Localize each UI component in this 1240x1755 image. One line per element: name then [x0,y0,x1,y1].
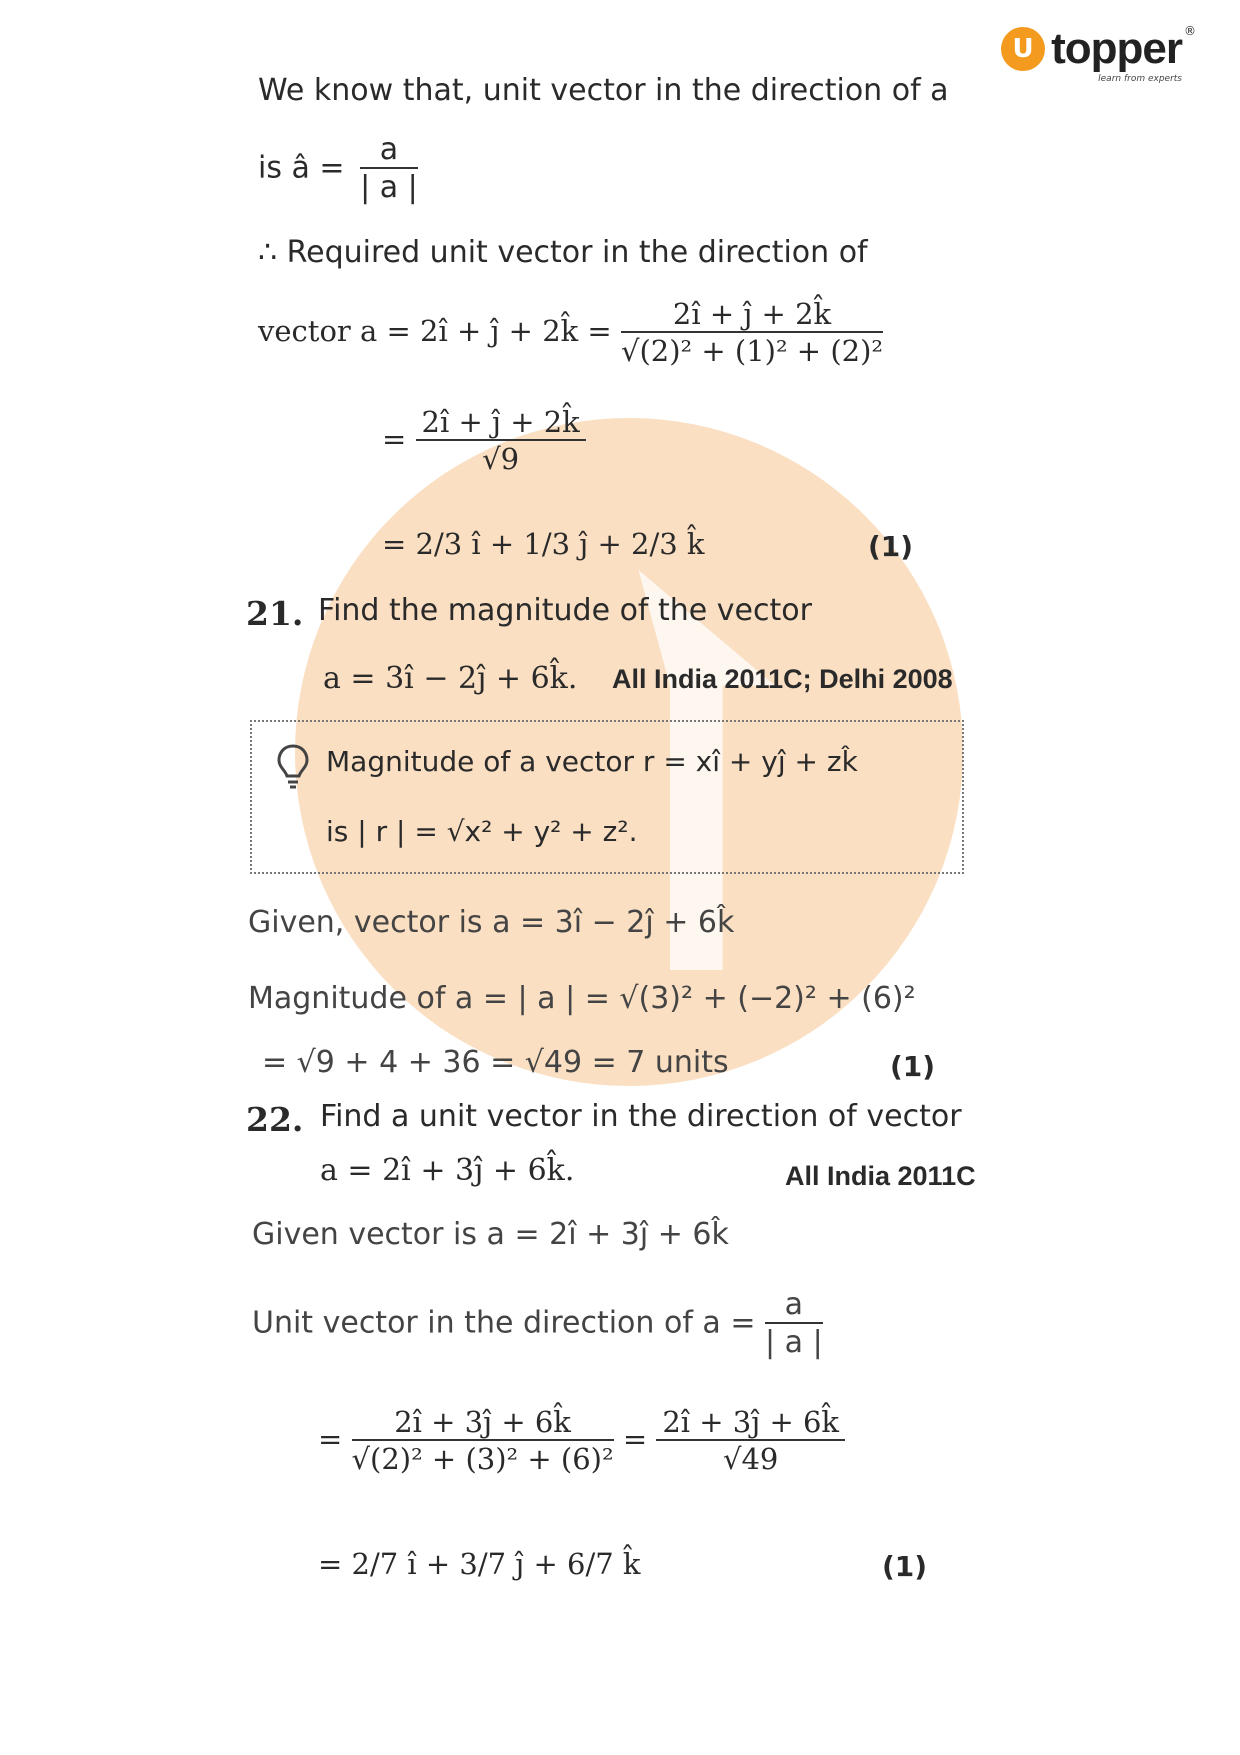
q21-mark: (1) [890,1050,936,1083]
hint-box [250,720,964,874]
q22-step1-fraction [351,1405,614,1476]
s1-line6: = 2/3 î + 1/3 ĵ + 2/3 k̂ [382,527,705,561]
q21-question: Find the magnitude of the vector [318,593,812,628]
s1-line4-den: √(2)² + (1)² + (2)² [620,334,884,368]
q21-number: 21. [246,594,304,633]
logo-text: topper [1051,24,1182,73]
hint-line1: Magnitude of a vector r = xî + yĵ + zk̂ [326,745,858,778]
q22-step1-den: √(2)² + (3)² + (6)² [351,1442,614,1476]
logo-tagline: learn from experts [1098,74,1182,84]
q22-source: All India 2011C [785,1161,976,1191]
logo-registered: ® [1184,24,1196,38]
s1-line4 [258,297,884,368]
s1-mark: (1) [868,530,914,563]
equals: = [318,1422,343,1456]
q22-step2-num: 2î + 3ĵ + 6k̂ [656,1408,845,1441]
s1-line5-fraction [416,405,586,476]
q22-unit-den: | a | [765,1325,823,1360]
s1-line2 [258,132,418,205]
lightbulb-icon [275,742,311,790]
s1-frac-den: | a | [360,170,418,205]
q22-unit-num: a [765,1290,823,1324]
s1-line5 [382,405,586,476]
s1-line4-num: 2î + ĵ + 2k̂ [621,300,883,333]
q22-result: = 2/7 î + 3/7 ĵ + 6/7 k̂ [318,1547,641,1581]
q21-source: All India 2011C; Delhi 2008 [612,664,953,694]
s1-line5-den: √9 [482,442,520,476]
s1-fraction [360,132,418,205]
hint-line2: is | r | = √x² + y² + z². [326,815,638,848]
q22-given: Given vector is a = 2î + 3ĵ + 6k̂ [252,1217,729,1252]
q21-given: Given, vector is a = 3î − 2ĵ + 6k̂ [248,905,735,940]
s1-line3: ∴ Required unit vector in the direction of [258,235,868,270]
q22-step2-fraction [656,1405,845,1476]
q22-mark: (1) [882,1550,928,1583]
s1-line2-label: is â = [258,150,345,186]
logo-u-icon: U [1001,27,1045,71]
q21-magnitude-line2: = √9 + 4 + 36 = √49 = 7 units [262,1045,729,1080]
q21-magnitude-line1: Magnitude of a = | a | = √(3)² + (−2)² + (6)² [248,981,916,1016]
q22-number: 22. [246,1100,304,1139]
s1-line1: We know that, unit vector in the direction of a [258,73,949,108]
q22-step1 [318,1405,845,1476]
s1-frac-num: a [360,135,418,169]
s1-line5-num: 2î + ĵ + 2k̂ [416,408,586,441]
q22-unit-fraction [765,1287,823,1360]
topper-logo [1001,24,1196,84]
q21-vector: a = 3î − 2ĵ + 6k̂. [323,661,578,696]
s1-line4-fraction [620,297,884,368]
q22-step1-num: 2î + 3ĵ + 6k̂ [352,1408,614,1441]
q22-vector: a = 2î + 3ĵ + 6k̂. [320,1153,575,1188]
q22-step2-den: √49 [722,1442,779,1476]
q22-question: Find a unit vector in the direction of vector [320,1099,962,1134]
s1-line4-label: vector a = 2î + ĵ + 2k̂ = [258,314,612,348]
q22-unit-label: Unit vector in the direction of a = [252,1305,756,1341]
equals: = [622,1422,648,1456]
q22-unit-line [252,1287,823,1360]
equals: = [382,422,407,456]
